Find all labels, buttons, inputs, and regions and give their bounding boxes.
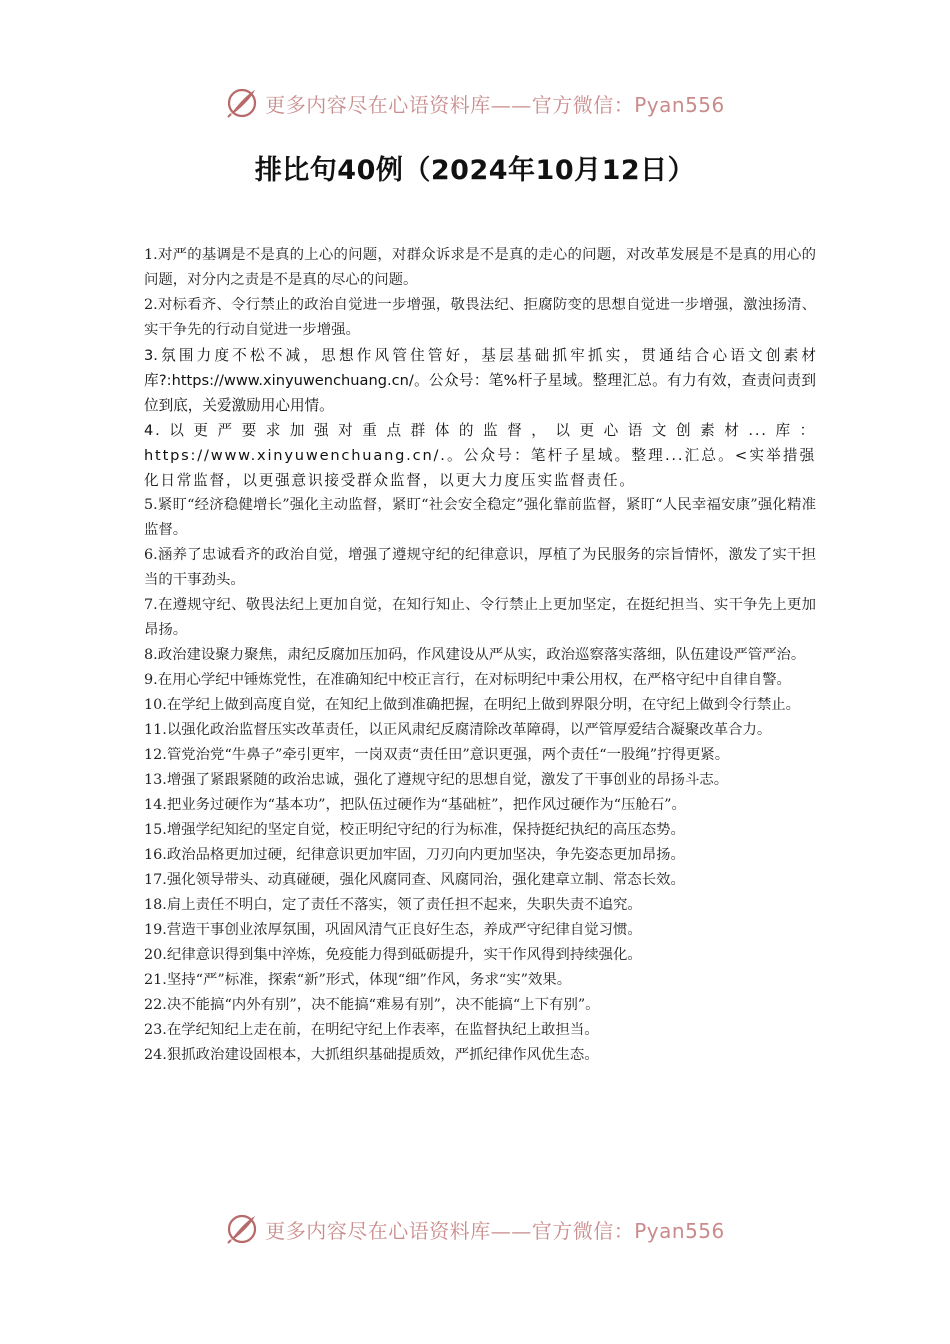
- list-item: 23.在学纪知纪上走在前，在明纪守纪上作表率，在监督执纪上敢担当。: [144, 1022, 599, 1038]
- list-item: 12.管党治党“牛鼻子”牵引更牢，一岗双责“责任田”意识更强，两个责任“一股绳”拧得更紧。: [144, 747, 730, 763]
- list-item: 24.狠抓政治建设固根本，大抓组织基础提质效，严抓纪律作风优生态。: [144, 1047, 599, 1063]
- list-item: 6.涵养了忠诚看齐的政治自觉，增强了遵规守纪的纪律意识，厚植了为民服务的宗旨情怀，激发了实干担当的干事劲头。: [144, 547, 816, 588]
- list-item: 9.在用心学纪中锤炼党性，在准确知纪中校正言行，在对标明纪中秉公用权，在严格守纪中自律自警。: [144, 672, 791, 688]
- item-list: [144, 243, 816, 1068]
- list-item: 22.决不能搞“内外有别”，决不能搞“难易有别”，决不能搞“上下有别”。: [144, 997, 600, 1013]
- watermark-brand: 更多内容尽在心语资料库——官方微信：: [265, 92, 635, 117]
- list-item: 11.以强化政治监督压实改革责任，以正风肃纪反腐清除改革障碍，以严管厚爱结合凝聚改革合力。: [144, 722, 772, 738]
- watermark-handle: Pyan556: [634, 92, 725, 117]
- watermark-banner-top: [0, 81, 950, 125]
- watermark-handle: Pyan556: [634, 1218, 725, 1243]
- watermark-text: [265, 89, 725, 118]
- watermark-text: [265, 1215, 725, 1244]
- list-item: 14.把业务过硬作为“基本功”，把队伍过硬作为“基础桩”，把作风过硬作为“压舱石”。: [144, 797, 686, 813]
- quill-pen-logo-icon: [225, 86, 259, 120]
- list-item: 8.政治建设聚力聚焦，肃纪反腐加压加码，作风建设从严从实，政治巡察落实落细，队伍建设严管严治。: [144, 647, 806, 663]
- list-item: 18.肩上责任不明白，定了责任不落实，领了责任担不起来，失职失责不追究。: [144, 897, 642, 913]
- list-item: 10.在学纪上做到高度自觉，在知纪上做到准确把握，在明纪上做到界限分明，在守纪上做到令行禁止。: [144, 697, 801, 713]
- list-item: 20.纪律意识得到集中淬炼，免疫能力得到砥砺提升，实干作风得到持续强化。: [144, 947, 642, 963]
- list-item: 15.增强学纪知纪的坚定自觉，校正明纪守纪的行为标准，保持挺纪执纪的高压态势。: [144, 822, 685, 838]
- list-item: 7.在遵规守纪、敬畏法纪上更加自觉，在知行知止、令行禁止上更加坚定，在挺纪担当、实干争先上更加昂扬。: [144, 597, 816, 638]
- list-item: 21.坚持“严”标准，探索“新”形式，体现“细”作风，务求“实”效果。: [144, 972, 572, 988]
- watermark-banner-bottom: [0, 1207, 950, 1251]
- watermark-brand: 更多内容尽在心语资料库——官方微信：: [265, 1218, 635, 1243]
- list-item: 19.营造干事创业浓厚氛围，巩固风清气正良好生态，养成严守纪律自觉习惯。: [144, 922, 642, 938]
- page-title: 排比句40例（2024年10月12日）: [254, 155, 696, 186]
- list-item: 3.氛围力度不松不减，思想作风管住管好，基层基础抓牢抓实，贯通结合心语文创素材库?:https://www.xinyuwenchuang.cn/。公众号：笔%杆子星域。整理汇总。有力有效，查责问责到位到底，关爱激励用心用情。: [144, 347, 816, 414]
- list-item: 13.增强了紧跟紧随的政治忠诚，强化了遵规守纪的思想自觉，激发了干事创业的昂扬斗志。: [144, 772, 729, 788]
- list-item: 1.对严的基调是不是真的上心的问题，对群众诉求是不是真的走心的问题，对改革发展是不是真的用心的问题，对分内之责是不是真的尽心的问题。: [144, 247, 816, 288]
- list-item: 2.对标看齐、令行禁止的政治自觉进一步增强，敬畏法纪、拒腐防变的思想自觉进一步增强，激浊扬清、实干争先的行动自觉进一步增强。: [144, 297, 816, 338]
- list-item: 4.以更严要求加强对重点群体的监督，以更心语文创素材...库：https://www.xinyuwenchuang.cn/.。公众号：笔杆子星域。整理...汇总。<实举措强化日常监督，以更强意识接受群众监督，以更大力度压实监督责任。: [144, 422, 816, 489]
- list-item: 16.政治品格更加过硬，纪律意识更加牢固，刀刃向内更加坚决，争先姿态更加昂扬。: [144, 847, 685, 863]
- list-item: 17.强化领导带头、动真碰硬，强化风腐同查、风腐同治，强化建章立制、常态长效。: [144, 872, 685, 888]
- list-item: 5.紧盯“经济稳健增长”强化主动监督，紧盯“社会安全稳定”强化靠前监督，紧盯“人民幸福安康”强化精准监督。: [144, 497, 816, 538]
- quill-pen-logo-icon: [225, 1212, 259, 1246]
